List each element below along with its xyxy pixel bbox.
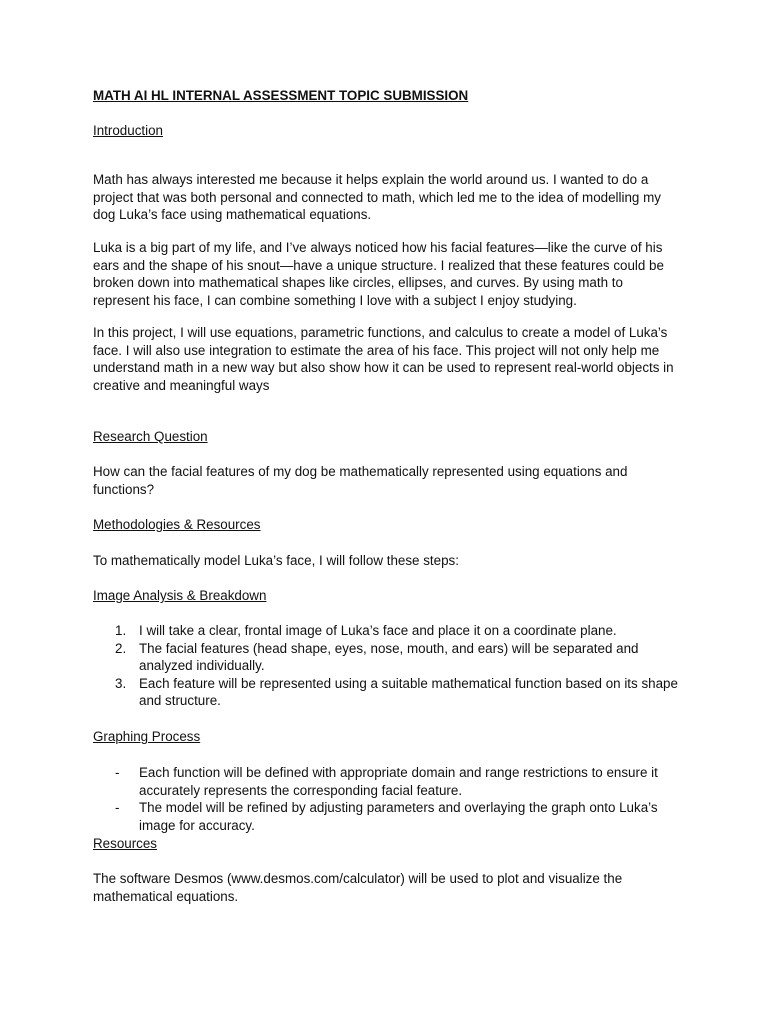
image-analysis-heading: Image Analysis & Breakdown [93,588,267,603]
list-item-text: Each feature will be represented using a suitable mathematical function based on its shape and structure. [139,675,678,709]
list-item-text: The model will be refined by adjusting parameters and overlaying the graph onto Luka’s image for accuracy. [139,800,658,833]
document-title: MATH AI HL INTERNAL ASSESSMENT TOPIC SUBMISSION [93,88,469,103]
list-item [93,622,683,640]
graphing-process-heading: Graphing Process [93,729,201,744]
methodologies-intro: To mathematically model Luka’s face, I will follow these steps: [93,553,459,568]
image-analysis-list [93,622,683,710]
introduction-paragraph-1: Math has always interested me because it helps explain the world around us. I wanted to do a project that was both personal and connected to math, which led me to the idea of modelling my dog Luka’s face using mathematical equations. [93,172,661,223]
list-item [93,799,683,834]
introduction-heading: Introduction [93,123,163,138]
list-item [93,675,683,710]
list-item-number: 2. [115,640,127,656]
introduction-paragraph-3: In this project, I will use equations, parametric functions, and calculus to create a model of Luka’s face. I will also use integration to estimate the area of his face. This project will not only help me understand math in a new way but also show how it can be used to represent real-world objects in creative and meaningful ways [93,325,674,393]
list-item [93,764,683,799]
list-item-number: 3. [115,675,127,691]
list-item-text: Each function will be defined with appropriate domain and range restrictions to ensure it accurately represents the corresponding facial feature. [139,765,658,798]
research-question-heading: Research Question [93,429,208,444]
resources-heading: Resources [93,836,158,851]
list-item-dash: - [115,765,120,780]
resources-text: The software Desmos (www.desmos.com/calculator) will be used to plot and visualize the mathematical equations. [93,871,623,904]
list-item [93,640,683,675]
graphing-process-list [93,764,683,834]
list-item-text: The facial features (head shape, eyes, nose, mouth, and ears) will be separated and analyzed individually. [139,640,639,674]
introduction-paragraph-2: Luka is a big part of my life, and I’ve always noticed how his facial features—like the curve of his ears and the shape of his snout—have a unique structure. I realized that these features could be broken down into mathematical shapes like circles, ellipses, and curves. By using math to represent his face, I can combine something I love with a subject I enjoy studying. [93,240,664,308]
list-item-dash: - [115,800,120,816]
list-item-number: 1. [115,623,127,638]
methodologies-heading: Methodologies & Resources [93,517,261,532]
list-item-text: I will take a clear, frontal image of Luka’s face and place it on a coordinate plane. [139,623,617,638]
research-question-text: How can the facial features of my dog be mathematically represented using equations and functions? [93,464,628,497]
